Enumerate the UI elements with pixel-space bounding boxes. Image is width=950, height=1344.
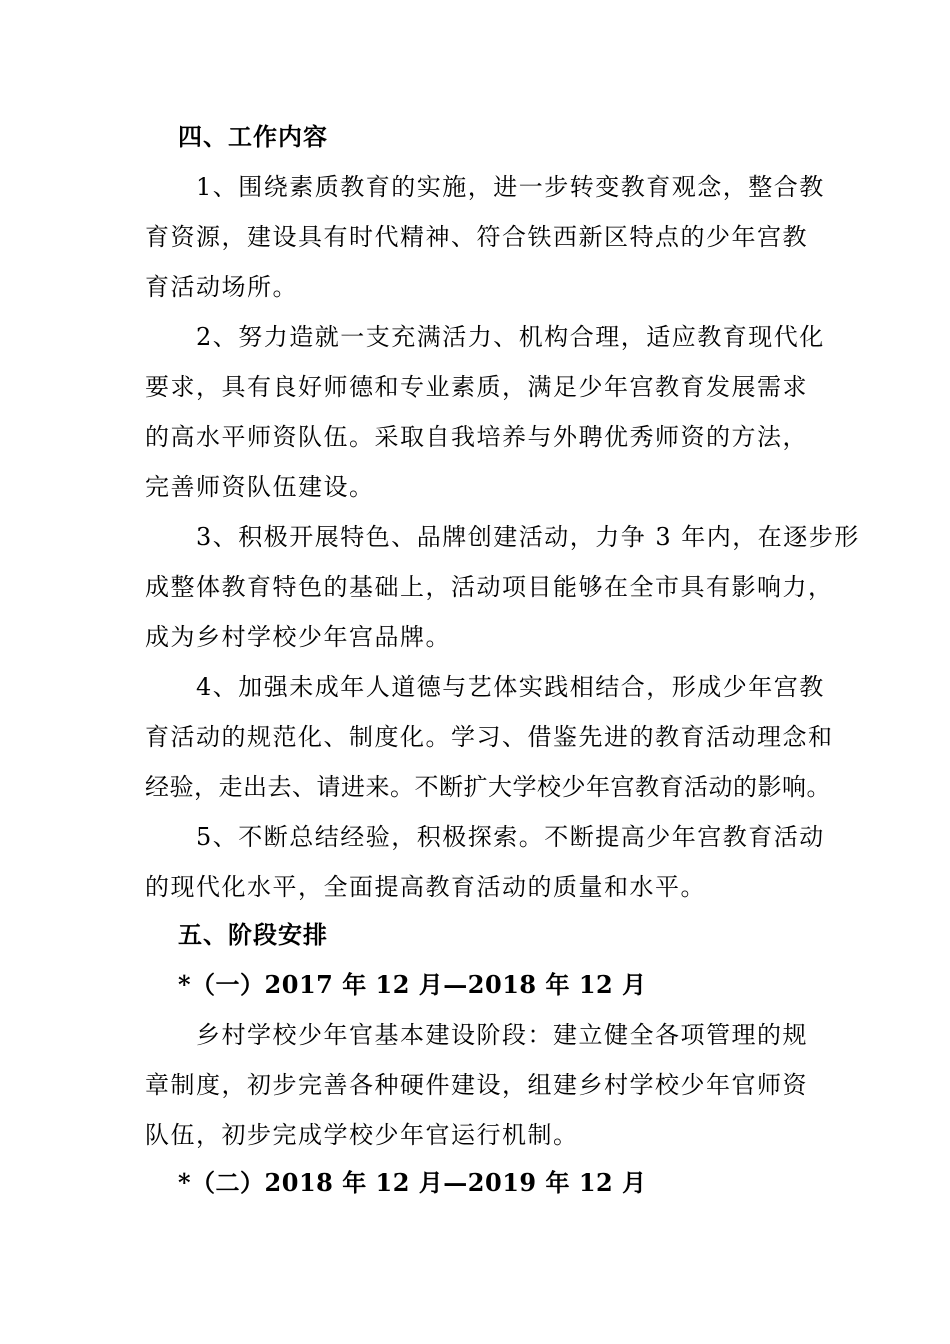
item-3-line-1: 3、积极开展特色、品牌创建活动，力争 3 年内，在逐步形 <box>196 523 860 551</box>
item-2-line-4: 完善师资队伍建设。 <box>145 473 375 501</box>
item-2-line-3: 的高水平师资队伍。采取自我培养与外聘优秀师资的方法， <box>145 423 808 451</box>
item-3-line-3: 成为乡村学校少年宫品牌。 <box>145 623 451 651</box>
item-4-line-1: 4、加强未成年人道德与艺体实践相结合，形成少年宫教 <box>196 673 825 701</box>
item-4-line-3: 经验，走出去、请进来。不断扩大学校少年宫教育活动的影响。 <box>145 773 831 801</box>
item-1-line-1: 1、围绕素质教育的实施，进一步转变教育观念，整合教 <box>196 173 825 201</box>
item-3-line-2: 成整体教育特色的基础上，活动项目能够在全市具有影响力， <box>145 573 834 601</box>
item-1-line-2: 育资源，建设具有时代精神、符合铁西新区特点的少年宫教 <box>145 223 808 251</box>
stage-1-line-2: 章制度，初步完善各种硬件建设，组建乡村学校少年官师资 <box>145 1071 808 1099</box>
item-5-line-1: 5、不断总结经验，积极探索。不断提高少年宫教育活动 <box>196 823 825 851</box>
section-4-heading: 四、工作内容 <box>178 122 328 151</box>
item-5-line-2: 的现代化水平，全面提高教育活动的质量和水平。 <box>145 873 706 901</box>
stage-2-heading: *（二）2018 年 12 月—2019 年 12 月 <box>178 1168 647 1197</box>
stage-1-heading: *（一）2017 年 12 月—2018 年 12 月 <box>178 970 647 999</box>
stage-1-line-1: 乡村学校少年官基本建设阶段：建立健全各项管理的规 <box>196 1021 808 1049</box>
stage-1-line-3: 队伍，初步完成学校少年官运行机制。 <box>145 1121 579 1149</box>
item-4-line-2: 育活动的规范化、制度化。学习、借鉴先进的教育活动理念和 <box>145 723 834 751</box>
section-5-heading: 五、阶段安排 <box>178 920 328 949</box>
item-2-line-1: 2、努力造就一支充满活力、机构合理，适应教育现代化 <box>196 323 825 351</box>
item-1-line-3: 育活动场所。 <box>145 273 298 301</box>
item-2-line-2: 要求，具有良好师德和专业素质，满足少年宫教育发展需求 <box>145 373 808 401</box>
